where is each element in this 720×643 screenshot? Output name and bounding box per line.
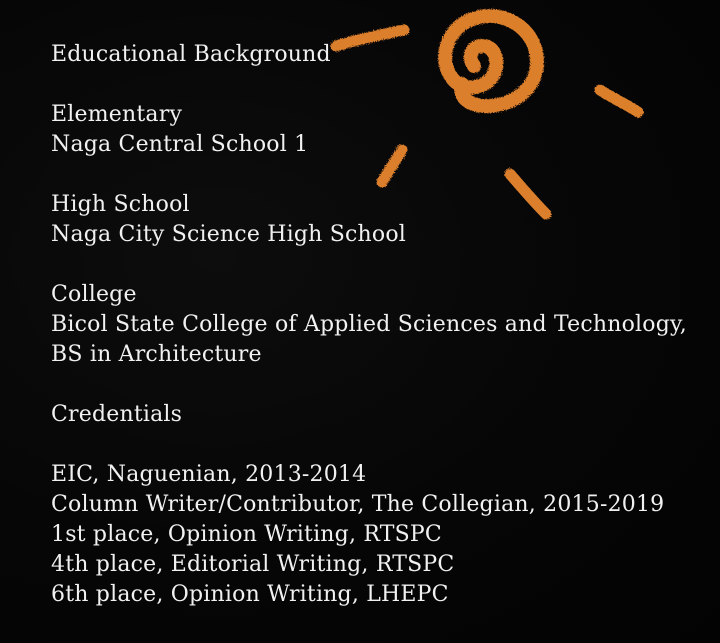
spacer (51, 160, 687, 190)
credential-item: Column Writer/Contributor, The Collegian, 2015-2019 (51, 492, 665, 517)
credentials-heading: Credentials (51, 402, 183, 427)
elementary-heading: Elementary (51, 102, 183, 127)
elementary-school: Naga Central School 1 (51, 132, 309, 157)
credential-item: 1st place, Opinion Writing, RTSPC (51, 522, 442, 547)
spacer (51, 430, 687, 460)
college-heading: College (51, 282, 137, 307)
resume-text (51, 40, 687, 610)
credential-item: 4th place, Editorial Writing, RTSPC (51, 552, 455, 577)
college-degree: BS in Architecture (51, 342, 262, 367)
credential-item: 6th place, Opinion Writing, LHEPC (51, 582, 449, 607)
spacer (51, 370, 687, 400)
credential-item: EIC, Naguenian, 2013-2014 (51, 462, 367, 487)
section-title: Educational Background (51, 42, 331, 67)
college-school: Bicol State College of Applied Sciences and Technology, (51, 312, 687, 337)
high-school-name: Naga City Science High School (51, 222, 406, 247)
spacer (51, 250, 687, 280)
high-school-heading: High School (51, 192, 190, 217)
spacer (51, 70, 687, 100)
